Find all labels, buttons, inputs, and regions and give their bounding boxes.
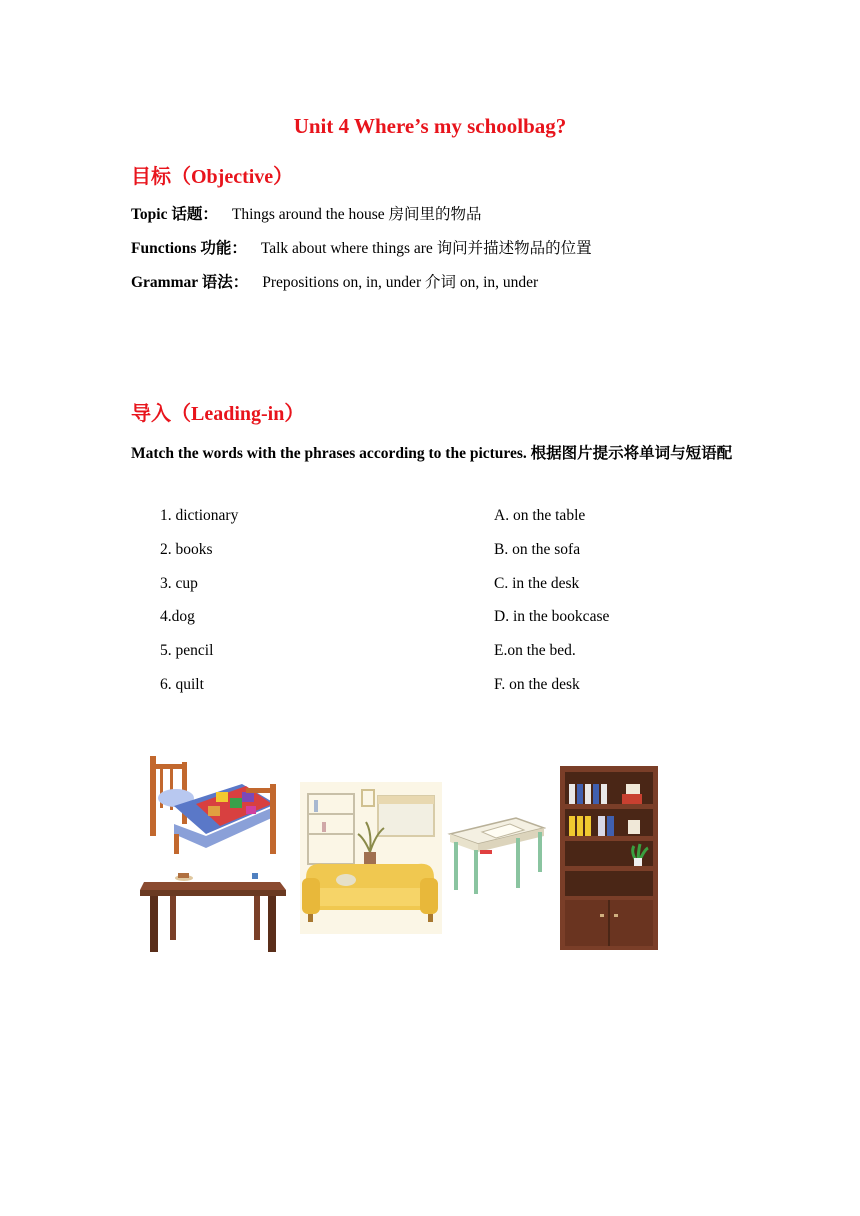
bookcase-picture: [560, 766, 658, 950]
bed-picture: [146, 754, 282, 862]
topic-label: Topic 话题：: [131, 206, 218, 223]
topic-value: Things around the house 房间里的物品: [231, 206, 482, 223]
word-item: 6. quilt: [160, 676, 204, 693]
grammar-value: Prepositions on, in, under 介词 on, in, under: [262, 274, 539, 291]
phrase-item: F. on the desk: [494, 676, 580, 693]
phrase-item: D. in the bookcase: [494, 608, 610, 625]
word-item: 4.dog: [160, 608, 195, 625]
functions-value: Talk about where things are 询问并描述物品的位置: [260, 240, 592, 257]
leading-in-heading: 导入（Leading-in）: [131, 403, 305, 425]
table-picture: [140, 870, 288, 954]
grammar-line: [131, 270, 538, 292]
phrase-item: A. on the table: [494, 507, 586, 524]
functions-label: Functions 功能：: [131, 240, 247, 257]
desk-picture: [446, 814, 546, 896]
word-item: 3. cup: [160, 575, 198, 592]
match-instruction: Match the words with the phrases according to the pictures. 根据图片提示将单词与短语配: [131, 445, 733, 462]
grammar-label: Grammar 语法：: [131, 274, 249, 291]
page-title: Unit 4 Where’s my schoolbag?: [293, 114, 567, 138]
objective-heading: 目标（Objective）: [131, 166, 294, 188]
sofa-room-picture: [300, 782, 442, 934]
phrase-item: B. on the sofa: [494, 541, 581, 558]
functions-line: [131, 236, 592, 258]
word-item: 1. dictionary: [160, 507, 239, 524]
phrase-item: E.on the bed.: [494, 642, 576, 659]
phrase-item: C. in the desk: [494, 575, 580, 592]
word-item: 2. books: [160, 541, 213, 558]
word-item: 5. pencil: [160, 642, 214, 659]
topic-line: [131, 202, 482, 224]
